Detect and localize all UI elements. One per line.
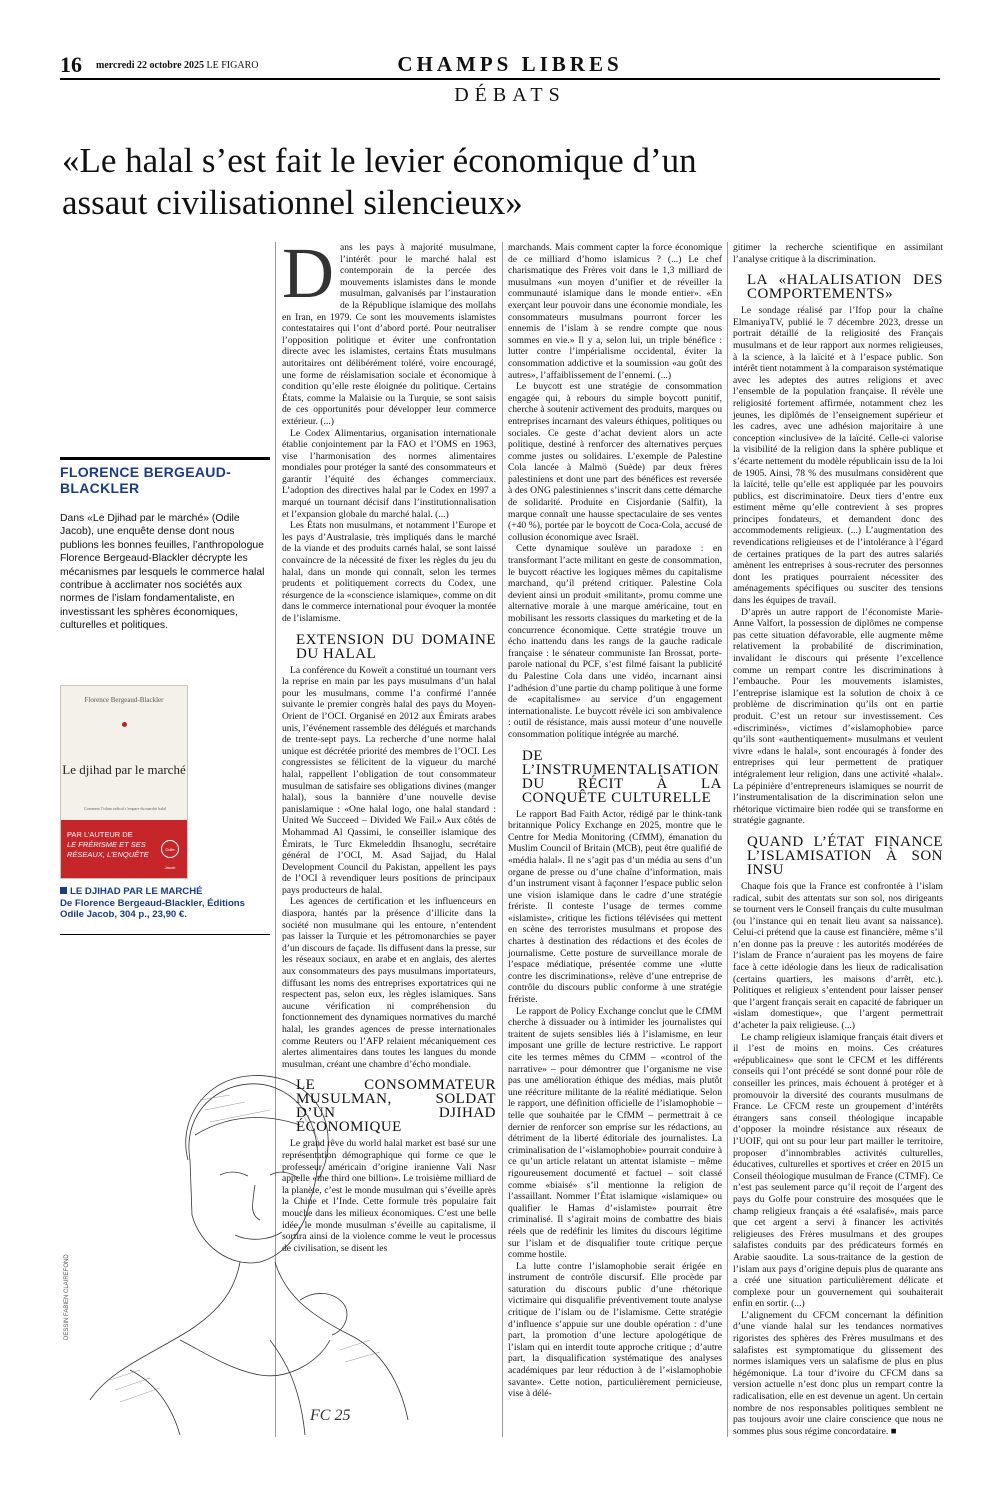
book-cover (60, 685, 188, 879)
column-divider (502, 242, 503, 1437)
book-caption (60, 886, 270, 921)
subheading: LE CONSOMMATEUR MUSULMAN, SOLDAT D’UN DJIHAD ÉCONOMIQUE (296, 1077, 496, 1136)
paragraph: D’après un autre rapport de l’économiste Marie-Anne Valfort, la possession de diplômes ne compense pas cette situation défavorable, elle augmente même relativement la probabilité de discrimination, invalidant le discours qui présente l’excellence comme un rempart contre les discriminations à l’embauche. Pour les mouvements islamistes, l’entreprise islamique est la solution de choix à ce problème de discrimination qu’ils ont en partie produit. C’est un retour sur investissement. Ces «discriminés», victimes d’«islamophobie» parce qu’ils sont «authentiquement» musulmans et veulent vivre «dans le halal», sont encouragés à fonder des entreprises qui leur permettent de pratiquer intégralement leur religion, dans une activité «halal». La pépinière d’entrepreneurs islamiques se nourrit de l’instrumentalisation de la discrimination selon une rhétorique victimaire bien rodée qui se transforme en stratégie gagnante. (733, 606, 943, 827)
author-name: FLORENCE BERGEAUD-BLACKLER (60, 464, 232, 496)
page-number: 16 (60, 52, 82, 77)
paragraph: Le rapport de Policy Exchange conclut que le CfMM cherche à dissuader ou à intimider les journalistes qui traitent de sujets sensibles liés à l’islamisme, en leur imposant une grille de lecture restrictive. Le rapport cite les termes mêmes du CfMM – «control of the narrative» – pour démontrer que l’organisme ne vise pas une amélioration éthique des médias, mais plutôt une réécriture militante de la réalité médiatique. Selon le rapport, une définition officielle de l’islamophobie – telle que souhaitée par le CfMM – permettrait à ce dernier de renforcer son emprise sur les rédactions, au détriment de la liberté éditoriale des journalistes. La criminalisation de l’«islamophobie» pourrait conduire à ce qu’un article relatant un attentat islamiste – même rigoureusement documenté et factuel – soit classé comme «biaisé» s’il mentionne la religion de l’assaillant. Nommer l’État islamique «islamique» ou qualifier le Hamas d’«islamiste» pourrait être criminalisé. Il s’agirait moins de combattre des biais réels que de redéfinir les limites du discours légitime sur l’islam et de disqualifier toute critique perçue comme hostile. (508, 1005, 722, 1261)
paragraph: Les agences de certification et les influenceurs en diaspora, hantés par la présence d’illicite dans la société non musulmane qui les entoure, n’entendent pas laisser la Turquie et les pétromonarchies se payer d’un discours de façade. Ils diffusent dans la presse, sur les réseaux sociaux, en arabe et en anglais, des alertes aux consommateurs des pays musulmans importateurs, diffusant les noms des entreprises exportatrices qui ne respectent pas, selon eux, les règles islamiques. Sans aucune vérification ni compréhension du fonctionnement des dynamiques normatives du marché halal, les grandes agences de presse internationales comme Reuters ou l’AFP relaient mécaniquement ces alertes alimentaires dans toutes les langues du monde musulman, créant une chambre d’écho mondiale. (282, 896, 496, 1070)
paragraph: ans les pays à majorité musulmane, l’intérêt pour le marché halal est contemporain de la percée des mouvements islamistes dans le monde musulman, galvanisés par l’instauration de la République islamique des mollahs en Iran, en 1979. Ce sont les mouvements islamistes contestataires qui l’ont d’abord porté. Pour neutraliser l’opposition politique et éviter une confrontation directe avec les islamistes, certains États musulmans autoritaires ont délibérément toléré, voire encouragé, une forme de réislamisation sociale et économique à condition qu’elle reste éloignée du politique. Certains États, comme la Malaisie ou la Turquie, se sont saisis de ces opportunités pour développer leur commerce extérieur. (...) (282, 242, 496, 427)
paragraph: La conférence du Koweït a constitué un tournant vers la reprise en main par les pays musulmans d’un halal pour les musulmans, comme l’a confirmé l’année suivante le premier congrès halal des pays du Moyen-Orient de l’OCI. Organisé en 2012 aux Émirats arabes unis, l’événement rassemble des délégués et marchands de trente-sept pays. La recherche d’une norme halal unique est décrétée priorité des membres de l’OCI. Les congressistes se félicitent de la vigueur du marché halal, rappellent l’obligation de tout consommateur musulman de satisfaire ses obligations divines (manger halal), sous la bannière d’une nouvelle devise panislamique : «One halal logo, one halal standard : United We Succeed – Divided We Fail.» Aux côtés de Mohammad Al Qassimi, le conseiller islamique des Émirats, le Turc Ekmeleddin Ihsanoglu, secrétaire général de l’OCI, M. Asad Sajjad, du Halal Development Council du Pakistan, appellent les pays de l’OCI à revendiquer leurs positions de principaux pays producteurs de halal. (282, 664, 496, 896)
paragraph: Cette dynamique soulève un paradoxe : en transformant l’acte militant en geste de consommation, le buycott réactive les logiques mêmes du capitalisme marchand, qu’il prétend critiquer. Palestine Cola devient ainsi un produit «militant», promu comme une alternative morale à une marque américaine, tout en mobilisant les ressorts classiques du marketing et de la concurrence économique. Cette stratégie trouve un écho inattendu dans les rangs de la gauche radicale française : le sénateur communiste Ian Brossat, porte-parole national du PCF, s’est filmé faisant la publicité du Palestine Cola dans une vidéo, incarnant ainsi l’adhésion d’une partie du champ politique à une forme de «capitalisme» au service d’un engagement internationaliste. Le buycott révèle ici son ambivalence : outil de résistance, mais aussi moteur d’une nouvelle consommation politique intégrée au marché. (508, 543, 722, 740)
article-column-1 (282, 233, 496, 1254)
book-cover-title: Le djihad par le marché (62, 762, 186, 777)
paragraph: Le sondage réalisé par l’Ifop pour la chaîne ElmaniyaTV, publié le 7 décembre 2023, dresse un portrait détaillé de la religiosité des Français musulmans et de leur rapport aux normes religieuses, à la science, à la laïcité et à l’espace public. Son intérêt tient notamment à la comparaison systématique avec les adeptes des autres religions et avec l’ensemble de la population française. Il révèle une religiosité fortement affirmée, notamment chez les jeunes, les diplômés de l’enseignement supérieur et les cadres, avec une adhésion majoritaire à une conception «inclusive» de la laïcité. Celle-ci valorise la visibilité de la religion dans la sphère publique et s’écarte nettement du modèle républicain issu de la loi de 1905. Ainsi, 78 % des musulmans considèrent que la laïcité, telle qu’elle est appliquée par les pouvoirs publics, est discriminatoire. Deux tiers d’entre eux estiment même qu’elle contrevient à ses propres principes fondateurs, et demandent donc des accommodements religieux. (...) L’augmentation des revendications religieuses et de l’intolérance à l’égard de certaines pratiques de la part des autres salariés amènent les entreprises à sous-recruter des personnes dont les pratiques pourraient nécessiter des aménagements spécifiques ou susciter des tensions dans les équipes de travail. (733, 305, 943, 607)
article-column-2 (508, 242, 722, 1400)
paragraph: L’alignement du CFCM concernant la définition d’une viande halal sur les tendances normatives rigoristes des sphères des Frères musulmans et des salafistes est symptomatique du glissement des normes islamiques vers un salafisme de plus en plus hégémonique. La tour d’ivoire du CFCM dans sa version actuelle n’est donc plus un rempart contre la radicalisation, elle en est devenue un agent. Un certain nombre de nos responsables politiques semblent ne pas toujours avoir une claire conscience que nous ne sommes plus sous régime concordataire. ■ (733, 1309, 943, 1437)
headline: «Le halal s’est fait le levier économique d’un assaut civilisationnel silencieux» (62, 141, 697, 222)
book-band-line-1: PAR L’AUTEUR DE (67, 830, 133, 839)
paragraph: Chaque fois que la France est confrontée à l’islam radical, subit des attentats sur son sol, nos dirigeants se tournent vers le Conseil français du culte musulman (ou l’instance qui en tenait lieu avant sa naissance). Celui-ci prétend que la cause est financière, même s’il n’en donne pas la preuve : les autorités modérées de l’islam de France n’auraient pas les moyens de faire face à cette idéologie dans les lieux de radicalisation (certains quartiers, les maisons d’arrêt, etc.). Politiques et religieux s’entendent pour laisser penser que l’argent français serait en capacité de fabriquer un «islam domestique», que l’argent permettrait d’acheter la paix religieuse. (...) (733, 880, 943, 1032)
book-band-text (67, 830, 151, 860)
author-rule (60, 457, 270, 460)
book-cover-band (61, 820, 187, 878)
paragraph: Le grand rêve du world halal market est basé sur une représentation démographique qui forme ce que le professeur américain d’origine iranienne Vali Nasr appelle «the third one billion». Le troisième milliard de la planète, c’est le monde musulman qui s’éveille après la Chine et l’Inde. Cette formule très populaire fait mouche dans les milieux économiques. C’est une belle idée, le monde musulman s’éveille au capitalisme, il sortira ainsi de la violence comme le veut le processus de civilisation, se disent les (282, 1138, 496, 1254)
book-caption-title: LE DJIHAD PAR LE MARCHÉ (70, 886, 203, 897)
book-band-line-2: LE FRÉRISME ET SES RÉSEAUX, L’ENQUÊTE (67, 840, 149, 859)
book-caption-details: De Florence Bergeaud-Blackler, Éditions Odile Jacob, 304 p., 23,90 €. (60, 897, 246, 921)
paragraph: Les États non musulmans, et notamment l’Europe et les pays d’Australasie, très impliqués dans le marché de la viande et des produits carnés halal, se sont laissé convaincre de la nécessité de fixer les règles du jeu du halal, dans un monde qui connaît, selon les termes prudents et politiquement corrects du Codex, une résurgence de la «conscience islamique», comme on dit dans le commerce international pour évoquer la montée de l’islamisme. (282, 520, 496, 624)
drop-cap: D (282, 233, 334, 313)
subheading: DE L’INSTRUMENTALISATION DU RÉCIT À LA CONQUÊTE CULTURELLE (522, 747, 722, 806)
article-column-3 (733, 242, 943, 1437)
date: mercredi 22 octobre 2025 (96, 60, 205, 71)
artist-signature: FC 25 (310, 1407, 351, 1424)
article-intro: Dans «Le Djihad par le marché» (Odile Jacob), une enquête dense dont nous publions les bonnes feuilles, l’anthropologue Florence Bergeaud-Blackler décrypte les mécanismes par lesquels le commerce halal contribue à acclimater nos sociétés aux normes de l’islam fondamentaliste, en investissant les sphères économiques, culturelles et politiques. (60, 513, 265, 632)
subheading: EXTENSION DU DOMAINE DU HALAL (296, 631, 496, 662)
newspaper-name: LE FIGARO (206, 60, 259, 71)
paragraph: Le rapport Bad Faith Actor, rédigé par le think-tank britannique Policy Exchange en 2025, montre que le Centre for Media Monitoring (CfMM), émanation du Muslim Council of Britain (MCB), peut être qualifié de «média halal». Il ne s’agit pas d’un média au sens d’un organe de presse ou d’une chaîne d’information, mais d’un instrument visant à façonner l’espace public selon une vision islamique dans le cadre d’une stratégie frériste. Il conteste l’usage de termes comme «islamiste», critique les fictions télévisées qui mettent en scène des terroristes musulmans et propose des chartes à destination des rédactions et des écoles de journalisme. Cette posture de surveillance morale de l’espace médiatique, présentée comme une «lutte contre les discriminations», relève d’une entreprise de contrôle du discours public conforme à une stratégie frériste. (508, 808, 722, 1006)
subheading: QUAND L’ÉTAT FINANCE L’ISLAMISATION À SON INSU (747, 833, 943, 878)
paragraph: marchands. Mais comment capter la force économique de ce milliard d’homo islamicus ? (...) Le chef charismatique des Frères voit dans le 1,3 milliard de musulmans «un moyen d’unifier et de réveiller la communauté islamique dans le monde entier». «En exerçant leur pouvoir dans une économie mondiale, les consommateurs musulmans pourront forcer les ennemis de l’islam à se rendre compte que nous sommes en vie.» Il y a, selon lui, un triple bénéfice : lutter contre l’impérialisme occidental, éviter la consommation addictive et la soumission «au goût des autres», l’affaiblissement de l’ennemi. (...) (508, 242, 722, 381)
paragraph: gitimer la recherche scientifique en assimilant l’analyse critique à la discrimination. (733, 242, 943, 265)
book-cover-author: Florence Bergeaud-Blackler (84, 696, 164, 704)
masthead-rule (60, 78, 940, 80)
book-cover-subtitle: Comment l’islam radical s’empare du marché halal (84, 806, 166, 811)
section-title: CHAMPS LIBRES (397, 52, 623, 76)
subheading: LA «HALALISATION DES COMPORTEMENTS» (747, 272, 943, 303)
paragraph: Le buycott est une stratégie de consommation engagée qui, à rebours du simple boycott punitif, cherche à soutenir activement des produits, marques ou entreprises incarnant des valeurs éthiques, politiques ou sociales. Ce geste d’achat devient alors un acte politique, destiné à renforcer des alternatives perçues comme justes ou solidaires. L’exemple de Palestine Cola lancée à Malmö (Suède) par deux frères palestiniens et dont une part des bénéfices est reversée à des ONG palestiniennes s’inscrit dans cette démarche de solidarité. Produite en Cisjordanie (Salfit), la marque connaît une hausse spectaculaire de ses ventes (+40 %), portée par le boycott de Coca-Cola, accusé de collusion économique avec Israël. (508, 381, 722, 543)
subsection-title: DÉBATS (454, 84, 566, 106)
book-cover-dot (122, 722, 127, 727)
publisher-logo-icon: Odile Jacob (161, 840, 179, 858)
column-divider (727, 242, 728, 1437)
paragraph: Le champ religieux islamique français était divers et il l’est de moins en moins. Ces créatures «républicaines» que sont le CFCM et les différents conseils qui l’ont précédé se sont donné pour rôle de conseiller les princes, mais échouent à protéger et à promouvoir la diversité des courants musulmans de France. Le CFCM reste un groupement d’intérêts étrangers sans conseil théologique incapable d’opposer la moindre résistance aux réseaux de l’UOIF, qui ont su pour leur part mailler le territoire, proposer d’innombrables activités culturelles, éducatives, culturelles et sportives et créer en 2015 un Conseil théologique musulman de France (CTMF). Ce n’est pas seulement parce qu’il reçoit de l’argent des pays du Golfe pour construire des mosquées que le champ religieux français a été «salafisé», mais parce que cet argent a servi à financer les activités religieuses des Frères musulmans et des groupes salafistes conduits par des prédicateurs formés en Arabie saoudite. La sous-traitance de la gestion de l’islam aux pays d’origine depuis plus de quarante ans a créé une situation particulièrement délicate et complexe pour un gouvernement qui souhaiterait enfin en sortir. (...) (733, 1031, 943, 1310)
paragraph: La lutte contre l’islamophobie serait érigée en instrument de contrôle discursif. Elle procède par saturation du discours public d’une rhétorique victimaire qui disqualifie préventivement toute analyse critique de l’islam ou de l’islamisme. Cette stratégie d’influence s’appuie sur une double opération : d’une part, la promotion d’une lecture apologétique de l’islam qui en interdit toute approche critique ; d’autre part, la disqualification systématique des analyses académiques par leur réduction à de l’«islamophobie savante». Cette notion, particulièrement pernicieuse, vise à délé- (508, 1260, 722, 1400)
dateline (96, 60, 258, 71)
caption-rule (60, 934, 270, 935)
photo-credit: DESSIN FABIEN CLAIREFOND (64, 1254, 70, 1340)
paragraph: Le Codex Alimentarius, organisation internationale établie conjointement par la FAO et l’OMS en 1963, vise l’harmonisation des normes alimentaires mondiales pour protéger la santé des consommateurs et garantir l’équité des échanges commerciaux. L’adoption des directives halal par le Codex en 1997 a marqué un tournant décisif dans l’institutionnalisation et l’expansion globale du marché halal. (...) (282, 427, 496, 520)
caption-square-icon (60, 887, 67, 894)
